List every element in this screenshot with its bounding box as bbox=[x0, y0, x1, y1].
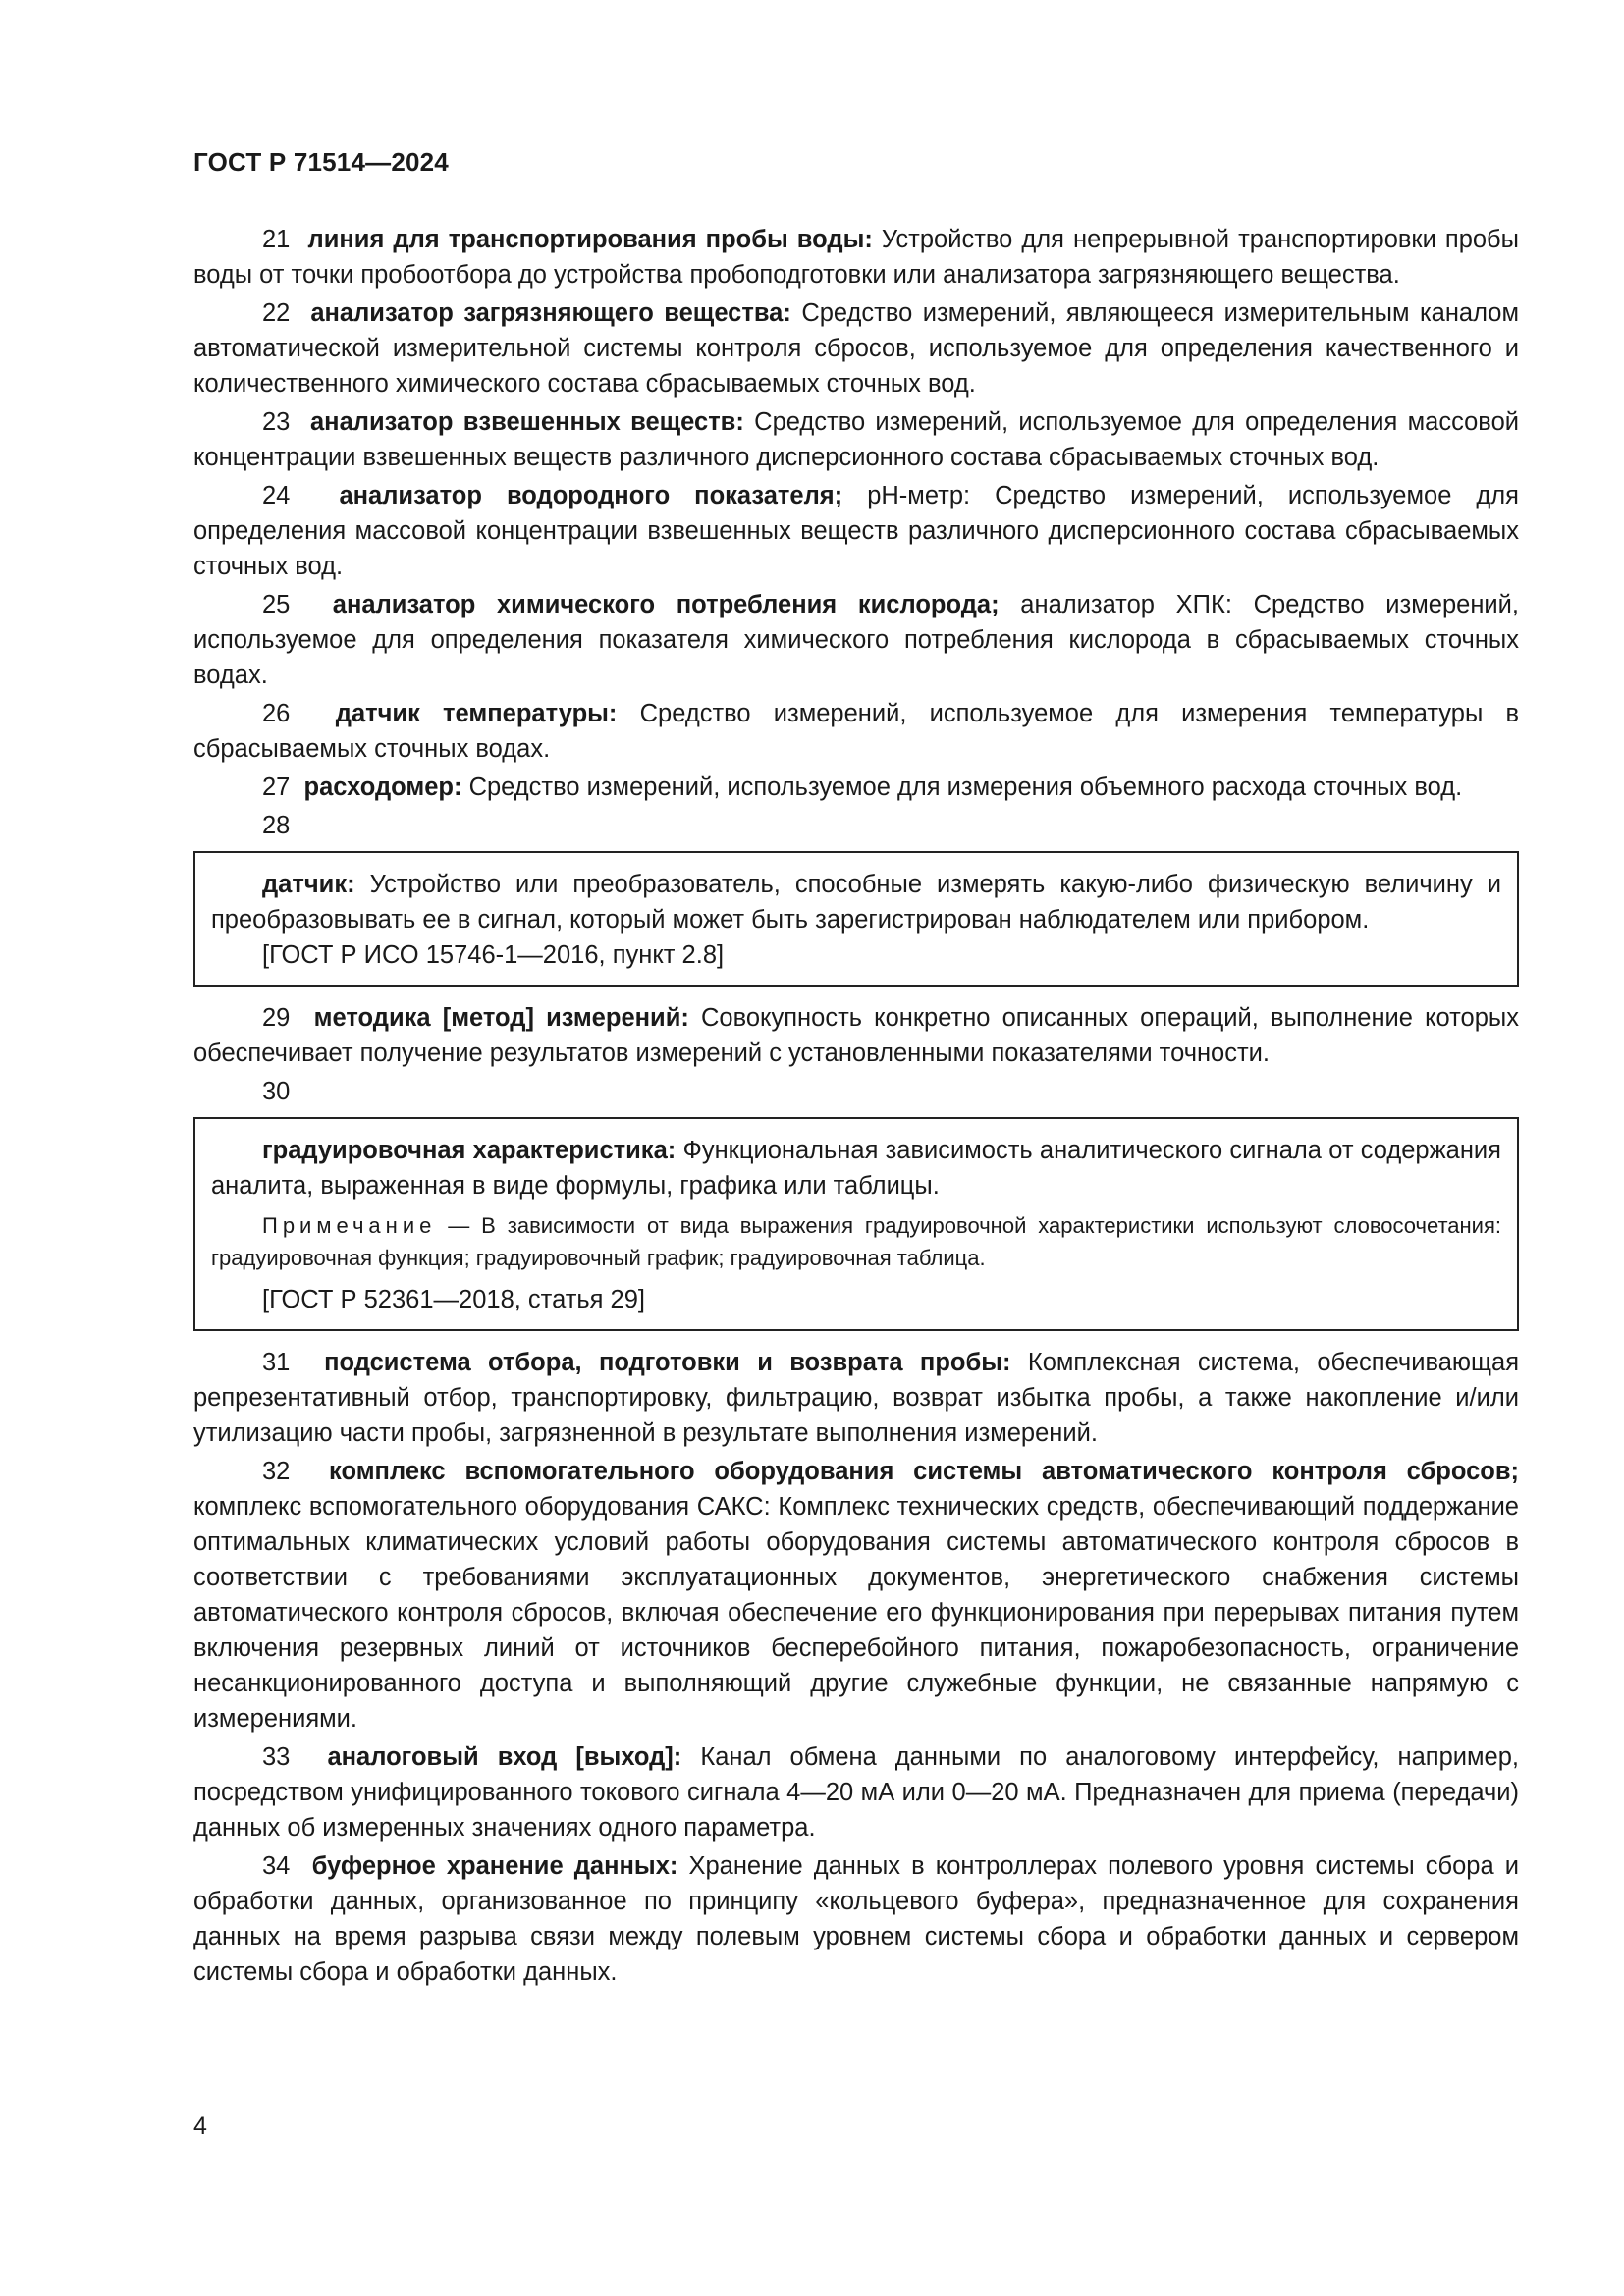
entry-number: 34 bbox=[262, 1852, 291, 1880]
term-entry-28-number: 28 bbox=[262, 812, 291, 839]
note-text: — В зависимости от вида выражения градуировочной характеристики используют словосочетания: градуировочная функция; градуировочный график; градуировочная таблица. bbox=[211, 1213, 1501, 1270]
entry-term: анализатор взвешенных веществ: bbox=[309, 408, 744, 436]
entry-number: 31 bbox=[262, 1349, 291, 1376]
entry-definition: анализатор ХПК: Средство измерений, используемое для определения показателя химического потребления кислорода в сбрасываемых сточных водах. bbox=[193, 591, 1519, 689]
term-entry-29 bbox=[193, 1000, 1519, 1071]
quoted-definition bbox=[211, 867, 1501, 937]
document-header: ГОСТ Р 71514—2024 bbox=[193, 147, 449, 177]
entry-number: 25 bbox=[262, 591, 291, 618]
entry-number: 27 bbox=[262, 774, 291, 801]
term-entry-32 bbox=[193, 1454, 1519, 1736]
note-label: Примечание bbox=[262, 1213, 437, 1238]
entry-number: 32 bbox=[262, 1458, 291, 1485]
entry-definition: pH-метр: Средство измерений, используемое для определения массовой концентрации взвешенных веществ различного дисперсионного состава сбрасываемых сточных вод. bbox=[193, 482, 1519, 580]
entry-term: методика [метод] измерений: bbox=[313, 1004, 689, 1032]
entry-number: 26 bbox=[262, 700, 291, 727]
term-entry-24 bbox=[193, 478, 1519, 584]
page-number: 4 bbox=[193, 2112, 207, 2140]
term-entry-26 bbox=[193, 696, 1519, 767]
term-entry-25 bbox=[193, 587, 1519, 693]
entry-term: анализатор химического потребления кислорода; bbox=[332, 591, 1000, 618]
term-entry-22 bbox=[193, 295, 1519, 401]
term-entry-31 bbox=[193, 1345, 1519, 1451]
document-body bbox=[193, 222, 1519, 1993]
entry-definition: Хранение данных в контроллерах полевого уровня системы сбора и обработки данных, организованное по принципу «кольцевого буфера», предназначенное для сохранения данных на время разрыва связи между полевым уровнем системы сбора и обработки данных и сервером системы сбора и обработки данных. bbox=[193, 1852, 1520, 1986]
entry-number: 29 bbox=[262, 1004, 291, 1032]
entry-number: 21 bbox=[262, 226, 291, 253]
term-entry-27 bbox=[193, 770, 1519, 805]
entry-definition: Совокупность конкретно описанных операций, выполнение которых обеспечивает получение результатов измерений с установленными показателями точности. bbox=[193, 1004, 1519, 1067]
term-entry-30-number: 30 bbox=[262, 1078, 291, 1105]
quoted-definition bbox=[211, 1133, 1501, 1203]
entry-term: анализатор водородного показателя; bbox=[339, 482, 843, 509]
entry-number: 24 bbox=[262, 482, 291, 509]
entry-term: датчик температуры: bbox=[335, 700, 618, 727]
term-entry-34 bbox=[193, 1848, 1519, 1990]
entry-number: 33 bbox=[262, 1743, 291, 1771]
entry-definition: Средство измерений, используемое для определения массовой концентрации взвешенных веществ различного дисперсионного состава сбрасываемых сточных вод. bbox=[193, 408, 1519, 471]
entry-definition: комплекс вспомогательного оборудования САКС: Комплекс технических средств, обеспечивающий поддержание оптимальных климатических условий работы оборудования системы автоматического контроля сбросов в соответствии с требованиями эксплуатационных документов, энергетического снабжения системы автоматического контроля сбросов, включая обеспечение его функционирования при перерывах питания путем включения резервных линий от источников бесперебойного питания, пожаробезопасность, ограничение несанкционированного доступа и выполняющий другие служебные функции, не связанные напрямую с измерениями. bbox=[193, 1493, 1519, 1733]
entry-term: линия для транспортирования пробы воды: bbox=[307, 226, 873, 253]
term-entry-23 bbox=[193, 404, 1519, 475]
entry-term: градуировочная характеристика: bbox=[262, 1137, 677, 1164]
note bbox=[211, 1209, 1501, 1274]
term-entry-21 bbox=[193, 222, 1519, 293]
source-reference: [ГОСТ Р ИСО 15746-1—2016, пункт 2.8] bbox=[262, 941, 725, 969]
entry-definition: Комплексная система, обеспечивающая репрезентативный отбор, транспортировку, фильтрацию, возврат избытка пробы, а также накопление и/или утилизацию части пробы, загрязненной в результате выполнения измерений. bbox=[193, 1349, 1520, 1447]
entry-definition: Устройство или преобразователь, способные измерять какую-либо физическую величину и преобразовывать ее в сигнал, который может быть зарегистрирован наблюдателем или прибором. bbox=[211, 871, 1501, 934]
term-entry-33 bbox=[193, 1739, 1519, 1845]
entry-definition: Канал обмена данными по аналоговому интерфейсу, например, посредством унифицированного токового сигнала 4—20 мА или 0—20 мА. Предназначен для приема (передачи) данных об измеренных значениях одного параметра. bbox=[193, 1743, 1520, 1842]
entry-term: аналоговый вход [выход]: bbox=[327, 1743, 682, 1771]
entry-definition: Средство измерений, используемое для измерения объемного расхода сточных вод. bbox=[461, 774, 1463, 801]
source-reference: [ГОСТ Р 52361—2018, статья 29] bbox=[262, 1286, 645, 1313]
entry-term: расходомер: bbox=[303, 774, 462, 801]
entry-definition: Средство измерений, являющееся измерительным каналом автоматической измерительной системы контроля сбросов, используемое для определения качественного и количественного химического состава сбрасываемых сточных вод. bbox=[193, 299, 1519, 398]
entry-number: 22 bbox=[262, 299, 291, 327]
entry-number: 23 bbox=[262, 408, 291, 436]
entry-definition: Средство измерений, используемое для измерения температуры в сбрасываемых сточных водах. bbox=[193, 700, 1520, 763]
entry-definition: Устройство для непрерывной транспортировки пробы воды от точки пробоотбора до устройства пробоподготовки или анализатора загрязняющего вещества. bbox=[193, 226, 1519, 289]
entry-term: буферное хранение данных: bbox=[311, 1852, 678, 1880]
entry-term: анализатор загрязняющего вещества: bbox=[310, 299, 791, 327]
entry-term: подсистема отбора, подготовки и возврата пробы: bbox=[324, 1349, 1011, 1376]
entry-term: комплекс вспомогательного оборудования системы автоматического контроля сбросов; bbox=[329, 1458, 1519, 1485]
entry-definition: Функциональная зависимость аналитического сигнала от содержания аналита, выраженная в виде формулы, графика или таблицы. bbox=[211, 1137, 1501, 1200]
quoted-definition-box-28 bbox=[193, 851, 1519, 987]
entry-term: датчик: bbox=[262, 871, 355, 898]
quoted-definition-box-30 bbox=[193, 1117, 1519, 1331]
